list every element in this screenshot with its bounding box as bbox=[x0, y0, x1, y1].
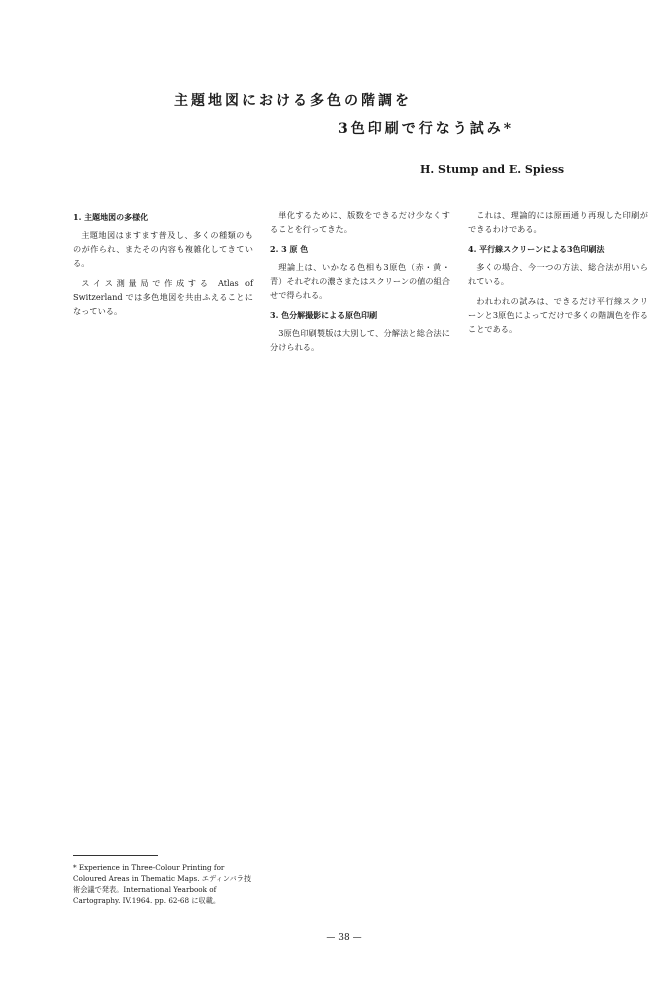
authors: H. Stump and E. Spiess bbox=[420, 163, 565, 176]
section-2-heading: 2. 3 原 色 bbox=[270, 244, 309, 254]
section-1-heading: 1. 主題地図の多様化 bbox=[73, 212, 149, 222]
title-line-1: 主題地図における多色の階調を bbox=[174, 93, 412, 109]
title-line-2: 3色印刷で行なう試み* bbox=[338, 121, 515, 137]
column-3 bbox=[468, 208, 648, 336]
section-4-paragraph-1: 多くの場合、今一つの方法、総合法が用いられている。 bbox=[468, 262, 648, 286]
section-3-continuation: これは、理論的には原画通り再現した印刷ができるわけである。 bbox=[468, 210, 648, 234]
section-2-paragraph-1: 理論上は、いかなる色相も3原色（赤・黄・青）それぞれの濃さまたはスクリーンの値の組合せで得られる。 bbox=[270, 262, 450, 300]
section-4-paragraph-2: われわれの試みは、できるだけ平行線スクリーンと3原色によってだけで多くの階調色を作ることである。 bbox=[468, 296, 648, 334]
footnote: * Experience in Three-Colour Printing for Coloured Areas in Thematic Maps. エディンバラ技術会議で発表。International Yearbook of Cartography. IV.1964. pp. 62-68 に収載。 bbox=[73, 863, 252, 905]
section-1-paragraph-2: スイス測量局で作成する Atlas of Switzerland では多色地図を共由ふえることになっている。 bbox=[73, 278, 253, 316]
section-4-heading: 4. 平行線スクリーンによる3色印刷法 bbox=[468, 244, 605, 254]
column-1 bbox=[73, 208, 253, 318]
section-3-heading: 3. 色分解撮影による原色印刷 bbox=[270, 310, 378, 320]
page-number: — 38 — bbox=[326, 933, 362, 943]
column-2 bbox=[270, 208, 450, 354]
section-3-paragraph-1: 3原色印刷製版は大別して、分解法と総合法に分けられる。 bbox=[270, 328, 450, 352]
footnote-rule bbox=[73, 855, 158, 856]
section-1-continuation: 単化するために、版数をできるだけ少なくすることを行ってきた。 bbox=[270, 210, 450, 234]
section-1-paragraph-1: 主題地図はますます普及し、多くの種類のものが作られ、またその内容も複雑化してきている。 bbox=[73, 230, 253, 268]
